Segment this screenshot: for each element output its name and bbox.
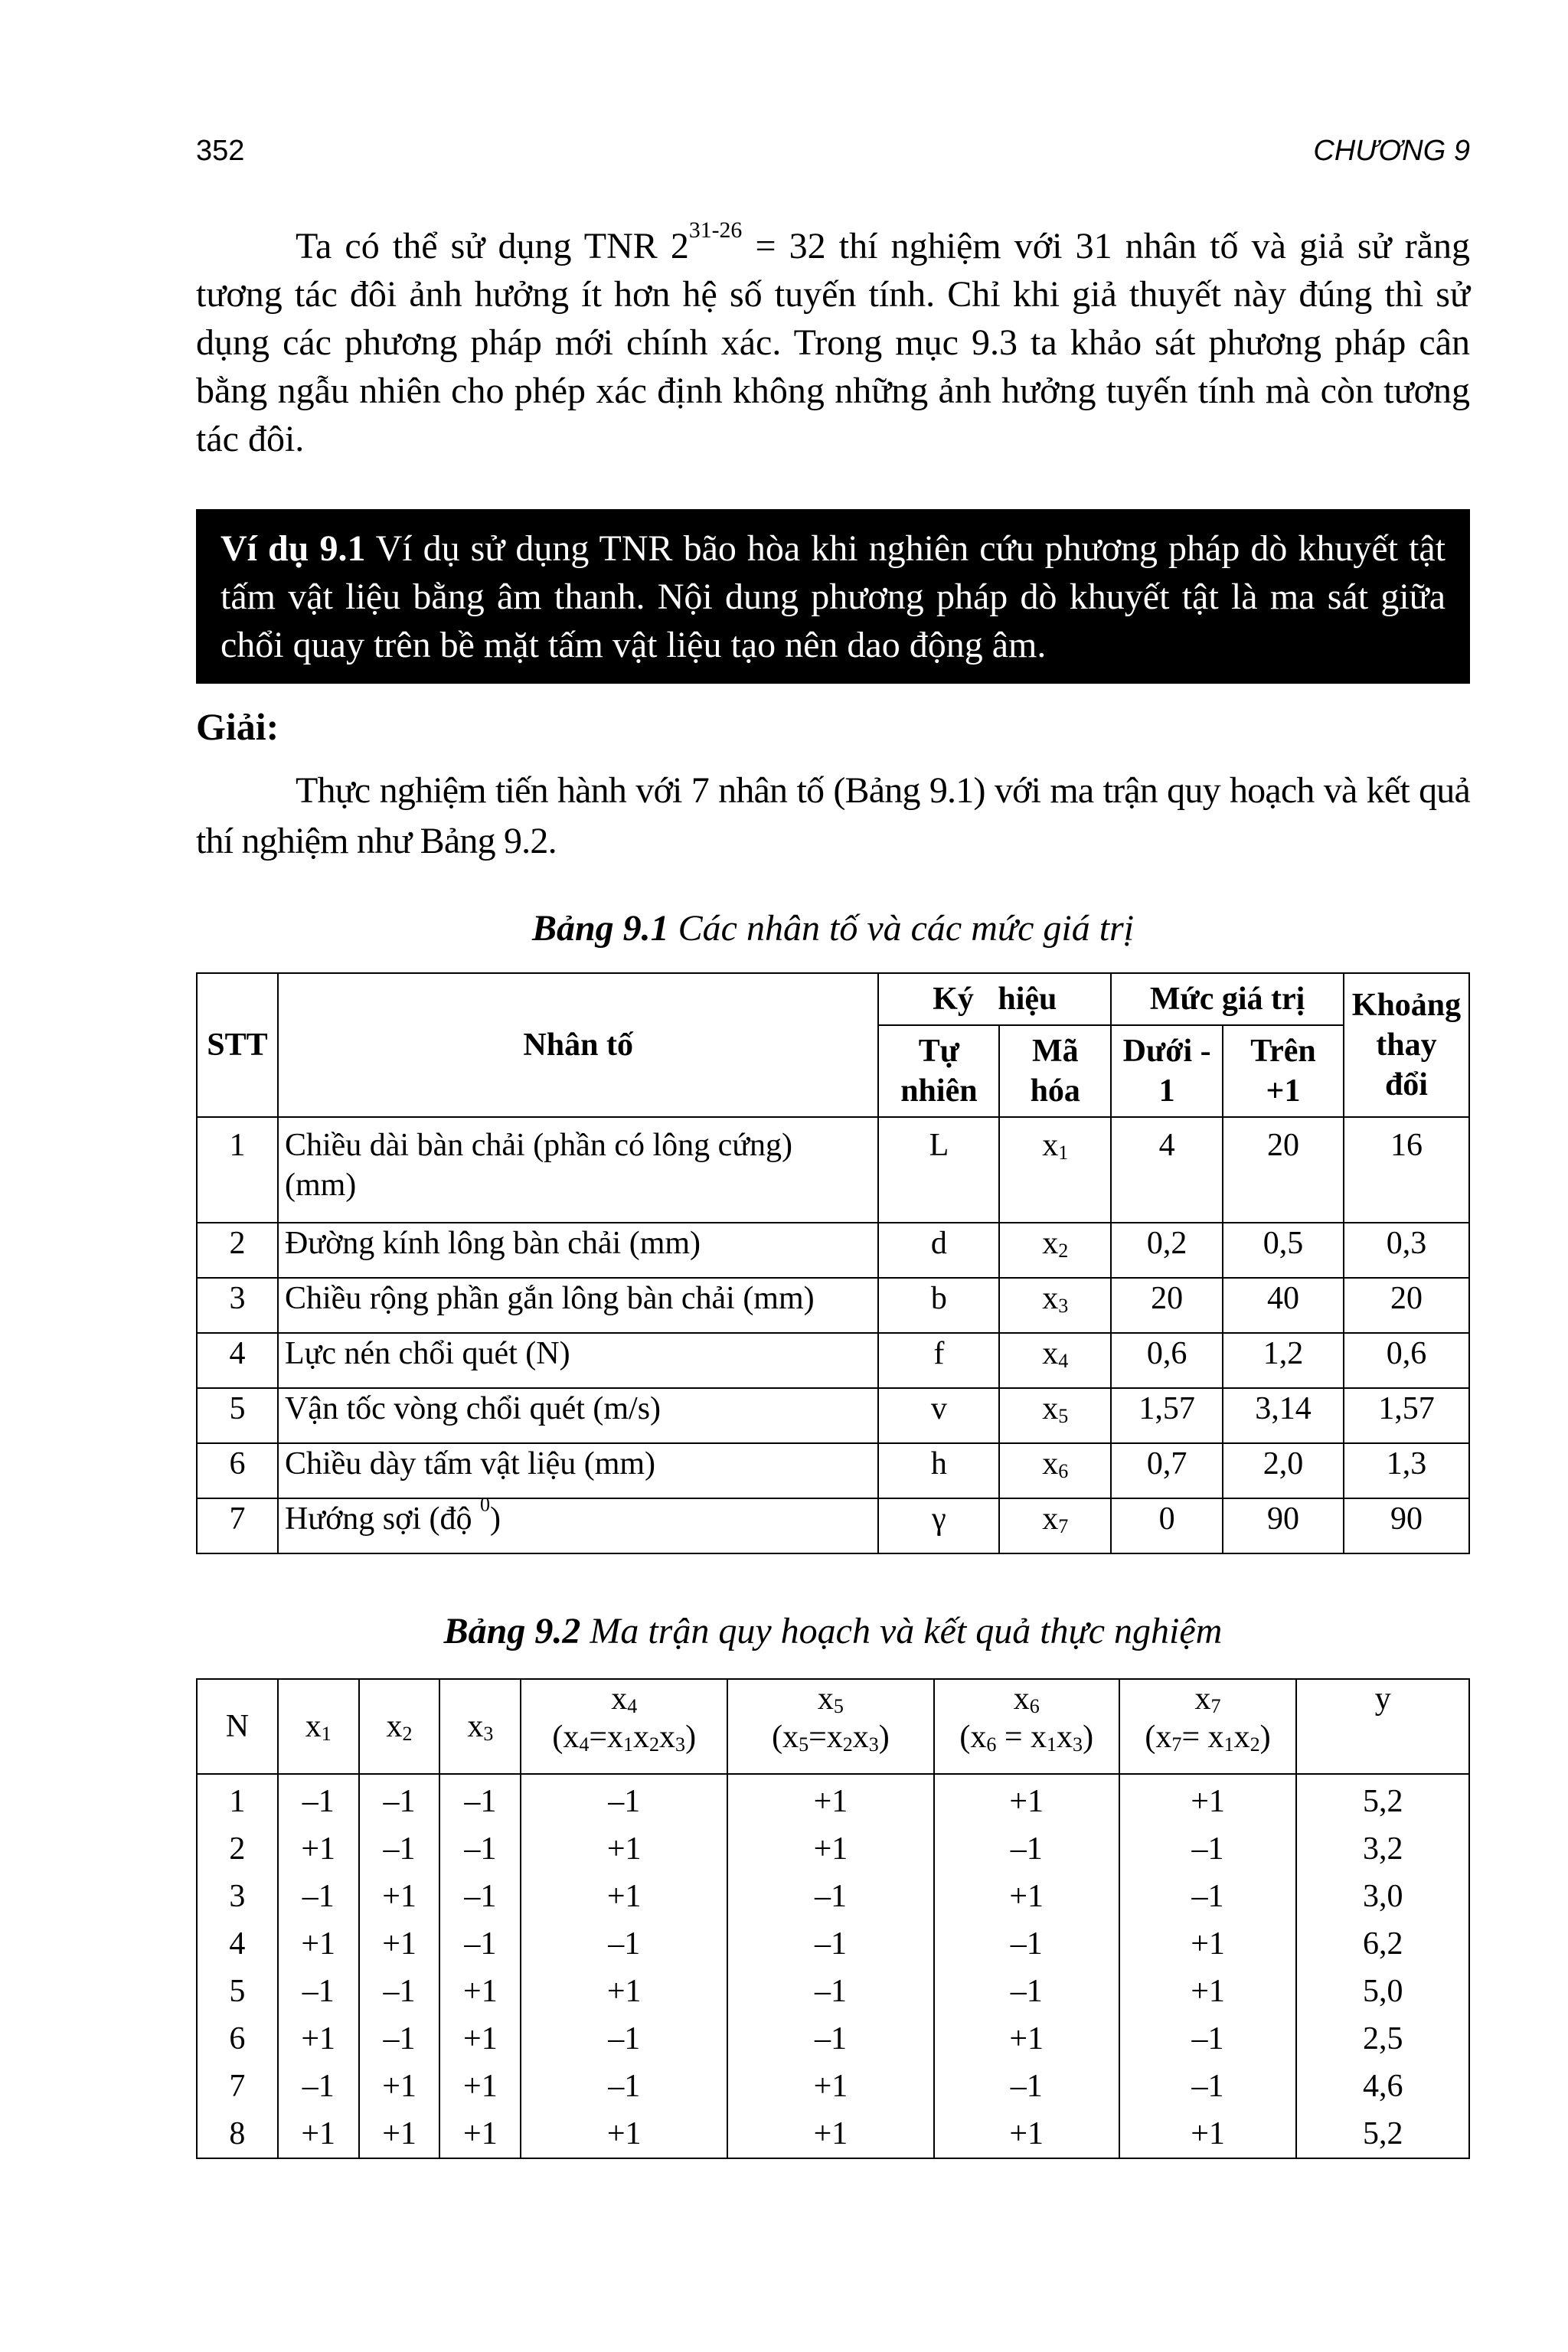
paren: (	[772, 1720, 783, 1755]
cell-x6: +1	[934, 2015, 1119, 2063]
cell-stt: 1	[197, 1117, 278, 1223]
cell-stt: 5	[197, 1388, 278, 1443]
table2-caption-label: Bảng 9.2	[443, 1611, 581, 1651]
cell-x1: –1	[278, 1968, 359, 2015]
coded-sub: 1	[1058, 1142, 1069, 1165]
x-sub: 1	[1047, 1733, 1057, 1756]
cell-factor: Vận tốc vòng chổi quét (m/s)	[278, 1388, 878, 1443]
chapter-title: CHƯƠNG 9	[1313, 135, 1470, 167]
coded-var: x	[1042, 1128, 1059, 1163]
header-x6-symbol	[941, 1680, 1112, 1718]
table-row	[197, 1278, 1469, 1333]
cell-n: 2	[197, 1825, 278, 1873]
cell-low: 1,57	[1111, 1388, 1223, 1443]
x-sub: 2	[649, 1733, 660, 1756]
cell-range: 1,57	[1344, 1388, 1469, 1443]
cell-x6: –1	[934, 1968, 1119, 2015]
paren: )	[1083, 1720, 1094, 1755]
x-sub: 5	[833, 1695, 844, 1718]
cell-factor: Đường kính lông bàn chải (mm)	[278, 1223, 878, 1278]
x-var: x	[633, 1720, 650, 1755]
design-matrix-table	[196, 1678, 1470, 2159]
cell-y: 5,2	[1296, 1774, 1469, 1825]
cell-x2: –1	[359, 2015, 440, 2063]
header-x7	[1119, 1679, 1297, 1774]
cell-y: 3,2	[1296, 1825, 1469, 1873]
header-x6	[934, 1679, 1119, 1774]
table-row	[197, 1920, 1469, 1968]
cell-x3: –1	[439, 1825, 521, 1873]
header-x4	[521, 1679, 727, 1774]
coded-sub: 7	[1058, 1515, 1069, 1538]
page-number: 352	[196, 135, 245, 167]
paren: (	[1145, 1720, 1156, 1755]
cell-n: 1	[197, 1774, 278, 1825]
coded-var: x	[1042, 1501, 1059, 1537]
header-level: Mức giá trị	[1111, 973, 1344, 1025]
cell-coded	[999, 1223, 1111, 1278]
cell-x6: +1	[934, 1774, 1119, 1825]
cell-coded	[999, 1333, 1111, 1388]
cell-low: 0,2	[1111, 1223, 1223, 1278]
cell-high: 90	[1223, 1498, 1344, 1553]
header-x7-symbol	[1126, 1680, 1290, 1718]
cell-high: 3,14	[1223, 1388, 1344, 1443]
cell-factor: Chiều rộng phần gắn lông bàn chải (mm)	[278, 1278, 878, 1333]
header-coded-line2: hóa	[1030, 1073, 1080, 1109]
cell-natural: v	[878, 1388, 999, 1443]
table-row	[197, 1498, 1469, 1553]
intro-paragraph	[196, 217, 1470, 463]
cell-x5: –1	[727, 1920, 934, 1968]
cell-x6: +1	[934, 1873, 1119, 1920]
solution-paragraph	[196, 766, 1470, 867]
header-x5	[727, 1679, 934, 1774]
cell-x1: –1	[278, 1873, 359, 1920]
intro-exponent: 31-26	[688, 217, 743, 243]
x-var: x	[1013, 1681, 1030, 1717]
cell-x4: –1	[521, 2015, 727, 2063]
cell-x5: +1	[727, 2063, 934, 2110]
cell-n: 8	[197, 2110, 278, 2158]
cell-y: 2,5	[1296, 2015, 1469, 2063]
x-var: x	[1207, 1720, 1224, 1755]
cell-x4: +1	[521, 1873, 727, 1920]
cell-y: 4,6	[1296, 2063, 1469, 2110]
x-var: x	[826, 1720, 843, 1755]
coded-sub: 5	[1058, 1405, 1069, 1428]
paren: )	[878, 1720, 890, 1755]
example-text: Ví dụ sử dụng TNR bão hòa khi nghiên cứu phương pháp dò khuyết tật tấm vật liệu bằng âm thanh. Nội dung phương pháp dò khuyết tật là ma sát giữa chổi quay trên bề mặt tấm vật liệu tạo nên dao động âm.	[220, 528, 1446, 665]
x-var: x	[607, 1720, 624, 1755]
header-range-line3: đổi	[1384, 1067, 1428, 1102]
cell-x1: +1	[278, 2015, 359, 2063]
cell-low: 0	[1111, 1498, 1223, 1553]
cell-x5: –1	[727, 1873, 934, 1920]
x-sub: 1	[623, 1733, 634, 1756]
header-natural-line1: Tự	[918, 1034, 959, 1069]
x-var: x	[1057, 1720, 1073, 1755]
coded-var: x	[1042, 1446, 1059, 1481]
table-row	[197, 2110, 1469, 2158]
header-symbol: Ký hiệu	[878, 973, 1111, 1025]
cell-range: 20	[1344, 1278, 1469, 1333]
cell-x2: +1	[359, 2063, 440, 2110]
table-row	[197, 1223, 1469, 1278]
cell-natural: d	[878, 1223, 999, 1278]
x-var: x	[1194, 1681, 1211, 1717]
intro-text-rest: = 32 thí nghiệm với 31 nhân tố và giả sử rằng tương tác đôi ảnh hưởng ít hơn hệ số tuyến tính. Chỉ khi giả thuyết này đúng thì sử dụng các phương pháp mới chính xác. Trong mục 9.3 ta khảo sát phương pháp cân bằng ngẫu nhiên cho phép xác định không những ảnh hưởng tuyến tính mà còn tương tác đôi.	[196, 226, 1470, 459]
x-var: x	[970, 1720, 987, 1755]
cell-coded	[999, 1117, 1111, 1223]
cell-x2: –1	[359, 1968, 440, 2015]
equals: =	[589, 1720, 608, 1755]
coded-var: x	[1042, 1281, 1059, 1316]
x-var: x	[1031, 1720, 1047, 1755]
cell-x7: +1	[1119, 2110, 1297, 2158]
cell-coded	[999, 1443, 1111, 1498]
cell-n: 5	[197, 1968, 278, 2015]
cell-x7: –1	[1119, 1825, 1297, 1873]
cell-factor: Chiều dài bàn chải (phần có lông cứng) (mm)	[278, 1117, 878, 1223]
cell-x6: –1	[934, 1825, 1119, 1873]
header-high-line1: Trên	[1250, 1034, 1316, 1069]
header-high-line2: +1	[1266, 1073, 1301, 1109]
table-row	[197, 1388, 1469, 1443]
x-var: x	[659, 1720, 676, 1755]
table1-caption-text: Các nhân tố và các mức giá trị	[668, 908, 1135, 949]
equals: =	[808, 1720, 827, 1755]
cell-stt: 2	[197, 1223, 278, 1278]
cell-n: 6	[197, 2015, 278, 2063]
coded-sub: 3	[1058, 1295, 1069, 1318]
cell-x7: –1	[1119, 2015, 1297, 2063]
x-sub: 2	[402, 1723, 413, 1746]
cell-n: 7	[197, 2063, 278, 2110]
x-sub: 7	[1210, 1695, 1221, 1718]
cell-x5: +1	[727, 1825, 934, 1873]
x-var: x	[611, 1681, 628, 1717]
cell-x6: –1	[934, 1920, 1119, 1968]
cell-x4: +1	[521, 1968, 727, 2015]
coded-var: x	[1042, 1391, 1059, 1426]
cell-x6: –1	[934, 2063, 1119, 2110]
equals: =	[996, 1720, 1031, 1755]
coded-sub: 4	[1058, 1350, 1069, 1373]
cell-x3: –1	[439, 1920, 521, 1968]
cell-low: 20	[1111, 1278, 1223, 1333]
solution-text: Thực nghiệm tiến hành với 7 nhân tố (Bảng 9.1) với ma trận quy hoạch và kết quả thí nghiệm như Bảng 9.2.	[196, 770, 1470, 861]
example-label: Ví dụ 9.1	[220, 528, 366, 569]
cell-natural: f	[878, 1333, 999, 1388]
header-x7-formula	[1126, 1718, 1290, 1756]
cell-x2: +1	[359, 1873, 440, 1920]
header-x1	[278, 1679, 359, 1774]
cell-high: 2,0	[1223, 1443, 1344, 1498]
cell-coded	[999, 1498, 1111, 1553]
coded-var: x	[1042, 1336, 1059, 1371]
cell-x3: +1	[439, 2110, 521, 2158]
table-row	[197, 2063, 1469, 2110]
x-sub: 4	[579, 1733, 590, 1756]
cell-x4: –1	[521, 1920, 727, 1968]
x-sub: 3	[868, 1733, 879, 1756]
x-sub: 6	[1029, 1695, 1040, 1718]
cell-stt: 7	[197, 1498, 278, 1553]
cell-y: 5,2	[1296, 2110, 1469, 2158]
cell-x4: –1	[521, 1774, 727, 1825]
table-row	[197, 1443, 1469, 1498]
cell-coded	[999, 1278, 1111, 1333]
header-natural	[878, 1025, 999, 1117]
header-x3	[439, 1679, 521, 1774]
cell-y: 5,0	[1296, 1968, 1469, 2015]
equals: =	[1181, 1720, 1208, 1755]
cell-x2: +1	[359, 1920, 440, 1968]
cell-x7: +1	[1119, 1968, 1297, 2015]
cell-x1: +1	[278, 1920, 359, 1968]
cell-x1: +1	[278, 1825, 359, 1873]
cell-factor: Lực nén chổi quét (N)	[278, 1333, 878, 1388]
cell-x3: –1	[439, 1774, 521, 1825]
cell-low: 0,6	[1111, 1333, 1223, 1388]
cell-stt: 3	[197, 1278, 278, 1333]
cell-x3: +1	[439, 2015, 521, 2063]
cell-x4: +1	[521, 1825, 727, 1873]
factors-table	[196, 972, 1470, 1554]
header-coded-line1: Mã	[1031, 1034, 1079, 1069]
cell-x3: +1	[439, 2063, 521, 2110]
cell-x1: –1	[278, 1774, 359, 1825]
header-natural-line2: nhiên	[900, 1073, 978, 1109]
x-var: x	[817, 1681, 834, 1717]
x-sub: 3	[1073, 1733, 1083, 1756]
cell-n: 3	[197, 1873, 278, 1920]
paren: )	[1259, 1720, 1271, 1755]
cell-x1: –1	[278, 2063, 359, 2110]
cell-x7: +1	[1119, 1920, 1297, 1968]
cell-coded	[999, 1388, 1111, 1443]
cell-natural: γ	[878, 1498, 999, 1553]
table-row	[197, 1968, 1469, 2015]
cell-x6: +1	[934, 2110, 1119, 2158]
x-var: x	[563, 1720, 580, 1755]
x-sub: 1	[1223, 1733, 1234, 1756]
x-var: x	[1155, 1720, 1172, 1755]
cell-x5: –1	[727, 1968, 934, 2015]
header-x6-formula	[941, 1718, 1112, 1756]
cell-range: 90	[1344, 1498, 1469, 1553]
cell-stt: 4	[197, 1333, 278, 1388]
table1-caption	[196, 907, 1470, 949]
x-sub: 4	[627, 1695, 638, 1718]
header-range-line1: Khoảng	[1351, 988, 1462, 1023]
header-low-line1: Dưới -	[1122, 1034, 1211, 1069]
cell-x4: +1	[521, 2110, 727, 2158]
intro-text-start: Ta có thể sử dụng TNR 2	[296, 226, 689, 266]
table-row	[197, 1873, 1469, 1920]
table2-caption-text: Ma trận quy hoạch và kết quả thực nghiệm	[580, 1611, 1223, 1651]
x-sub: 5	[799, 1733, 809, 1756]
cell-range: 16	[1344, 1117, 1469, 1223]
cell-natural: L	[878, 1117, 999, 1223]
header-y: y	[1296, 1679, 1469, 1774]
x-var: x	[782, 1720, 799, 1755]
coded-var: x	[1042, 1226, 1059, 1261]
cell-range: 0,6	[1344, 1333, 1469, 1388]
cell-stt: 6	[197, 1443, 278, 1498]
x-var: x	[305, 1709, 322, 1744]
x-var: x	[852, 1720, 869, 1755]
cell-y: 6,2	[1296, 1920, 1469, 1968]
table-row	[197, 1333, 1469, 1388]
factor-text: Hướng sợi (độ	[284, 1501, 480, 1537]
cell-low: 4	[1111, 1117, 1223, 1223]
cell-x7: –1	[1119, 2063, 1297, 2110]
cell-x7: –1	[1119, 1873, 1297, 1920]
cell-factor	[278, 1493, 878, 1553]
cell-n: 4	[197, 1920, 278, 1968]
table-row	[197, 1825, 1469, 1873]
cell-x2: –1	[359, 1825, 440, 1873]
header-low	[1111, 1025, 1223, 1117]
cell-x3: –1	[439, 1873, 521, 1920]
cell-low: 0,7	[1111, 1443, 1223, 1498]
table-row	[197, 2015, 1469, 2063]
coded-sub: 2	[1058, 1240, 1069, 1263]
header-n: N	[197, 1679, 278, 1774]
cell-factor: Chiều dày tấm vật liệu (mm)	[278, 1443, 878, 1498]
x-sub: 2	[1250, 1733, 1260, 1756]
cell-x2: –1	[359, 1774, 440, 1825]
paren: )	[685, 1720, 697, 1755]
coded-sub: 6	[1058, 1460, 1069, 1483]
table2-caption	[196, 1610, 1470, 1652]
x-sub: 1	[321, 1723, 332, 1746]
header-x2	[359, 1679, 440, 1774]
header-x4-formula	[528, 1718, 720, 1756]
header-range-line2: thay	[1376, 1027, 1437, 1063]
page-header	[196, 135, 1470, 181]
cell-y: 3,0	[1296, 1873, 1469, 1920]
table-row	[197, 1117, 1469, 1223]
header-range	[1344, 973, 1469, 1117]
header-x4-symbol	[528, 1680, 720, 1718]
header-coded	[999, 1025, 1111, 1117]
x-var: x	[1233, 1720, 1250, 1755]
cell-natural: b	[878, 1278, 999, 1333]
x-var: x	[386, 1709, 403, 1744]
paren: (	[552, 1720, 564, 1755]
table1-caption-label: Bảng 9.1	[531, 908, 669, 949]
cell-high: 40	[1223, 1278, 1344, 1333]
cell-x5: +1	[727, 1774, 934, 1825]
x-sub: 2	[842, 1733, 853, 1756]
paren: (	[959, 1720, 971, 1755]
header-stt: STT	[197, 973, 278, 1117]
degree-sup: 0	[479, 1493, 490, 1516]
cell-high: 1,2	[1223, 1333, 1344, 1388]
example-box	[196, 509, 1470, 684]
solution-label: Giải:	[196, 705, 279, 748]
factor-close: )	[490, 1501, 501, 1537]
cell-x5: +1	[727, 2110, 934, 2158]
x-sub: 6	[986, 1733, 997, 1756]
x-sub: 3	[483, 1723, 494, 1746]
x-sub: 3	[675, 1733, 686, 1756]
header-x5-symbol	[734, 1680, 927, 1718]
cell-x7: +1	[1119, 1774, 1297, 1825]
cell-x1: +1	[278, 2110, 359, 2158]
cell-x2: +1	[359, 2110, 440, 2158]
header-high	[1223, 1025, 1344, 1117]
cell-natural: h	[878, 1443, 999, 1498]
cell-high: 20	[1223, 1117, 1344, 1223]
cell-range: 0,3	[1344, 1223, 1469, 1278]
header-factor: Nhân tố	[278, 973, 878, 1117]
x-var: x	[467, 1709, 484, 1744]
x-sub: 7	[1171, 1733, 1182, 1756]
cell-x5: –1	[727, 2015, 934, 2063]
header-low-line2: 1	[1158, 1073, 1175, 1109]
header-x5-formula	[734, 1718, 927, 1756]
cell-range: 1,3	[1344, 1443, 1469, 1498]
cell-x4: –1	[521, 2063, 727, 2110]
cell-high: 0,5	[1223, 1223, 1344, 1278]
cell-x3: +1	[439, 1968, 521, 2015]
table-row	[197, 1774, 1469, 1825]
